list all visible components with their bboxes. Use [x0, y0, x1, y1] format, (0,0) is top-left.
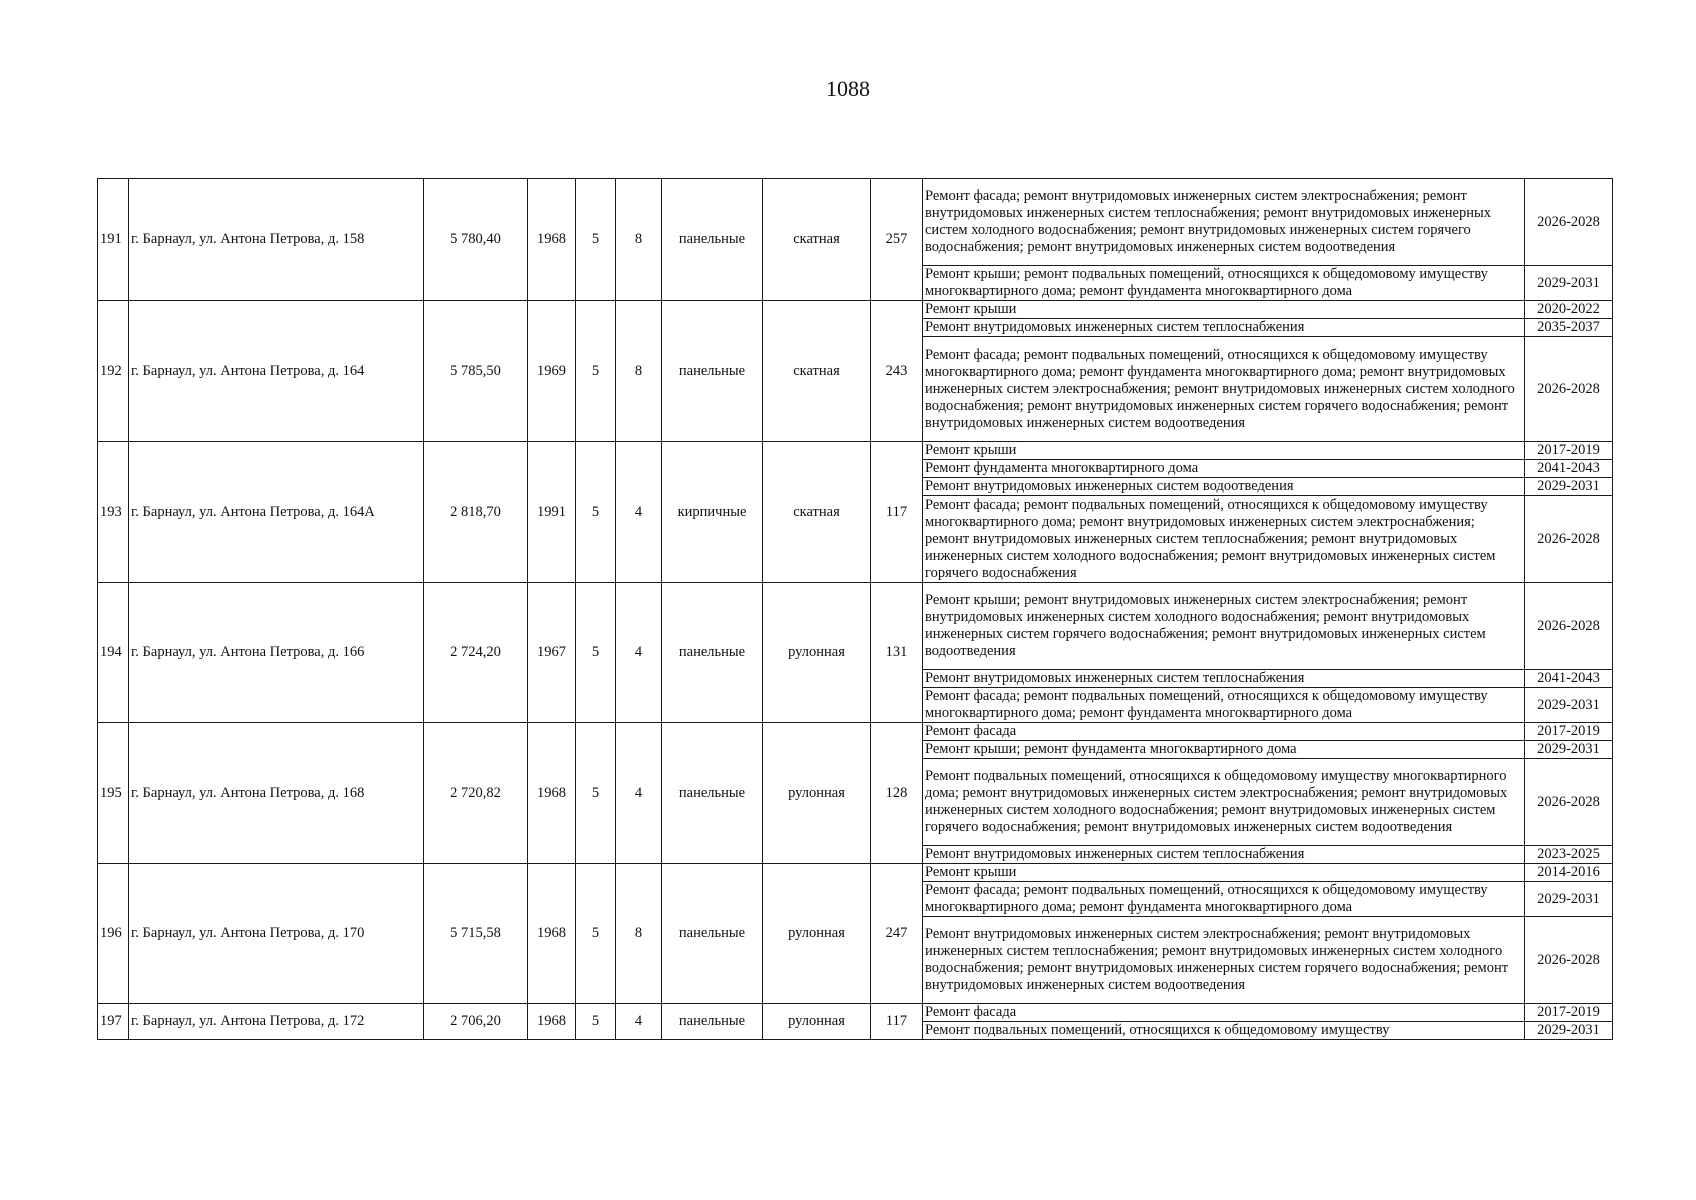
- work-cell: Ремонт крыши: [923, 301, 1525, 319]
- residents-cell: 243: [871, 301, 923, 442]
- area-cell: 2 720,82: [424, 723, 528, 864]
- period-cell: 2014-2016: [1525, 864, 1613, 882]
- address-cell: г. Барнаул, ул. Антона Петрова, д. 166: [129, 583, 424, 723]
- work-cell: Ремонт фундамента многоквартирного дома: [923, 460, 1525, 478]
- page-number: 1088: [826, 76, 870, 101]
- entrances-cell: 4: [616, 1004, 662, 1040]
- row-number: 195: [98, 723, 129, 864]
- period-cell: 2026-2028: [1525, 496, 1613, 583]
- repair-schedule-table: [97, 178, 1613, 1040]
- area-cell: 2 706,20: [424, 1004, 528, 1040]
- roof-cell: скатная: [763, 179, 871, 301]
- entrances-cell: 4: [616, 723, 662, 864]
- roof-cell: скатная: [763, 442, 871, 583]
- work-cell: Ремонт подвальных помещений, относящихся к общедомовому имуществу: [923, 1022, 1525, 1040]
- work-cell: Ремонт внутридомовых инженерных систем водоотведения: [923, 478, 1525, 496]
- period-cell: 2029-2031: [1525, 478, 1613, 496]
- row-number: 192: [98, 301, 129, 442]
- table-body: [98, 179, 1613, 1040]
- row-number: 197: [98, 1004, 129, 1040]
- table-row: [98, 1004, 1613, 1022]
- roof-cell: рулонная: [763, 1004, 871, 1040]
- work-cell: Ремонт внутридомовых инженерных систем теплоснабжения: [923, 846, 1525, 864]
- period-cell: 2017-2019: [1525, 442, 1613, 460]
- entrances-cell: 8: [616, 301, 662, 442]
- period-cell: 2026-2028: [1525, 179, 1613, 266]
- roof-cell: скатная: [763, 301, 871, 442]
- work-cell: Ремонт фасада; ремонт подвальных помещений, относящихся к общедомовому имуществу многоквартирного дома; ремонт фундамента многоквартирного дома: [923, 688, 1525, 723]
- work-cell: Ремонт фасада; ремонт подвальных помещений, относящихся к общедомовому имуществу многоквартирного дома; ремонт фундамента многоквартирного дома; ремонт внутридомовых инженерных систем электроснабжения; ремонт внутридомовых инженерных систем холодного водоснабжения; ремонт внутридомовых инженерных систем горячего водоснабжения; ремонт внутридомовых инженерных систем водоотведения: [923, 337, 1525, 442]
- entrances-cell: 4: [616, 583, 662, 723]
- period-cell: 2029-2031: [1525, 688, 1613, 723]
- walls-cell: панельные: [662, 179, 763, 301]
- work-cell: Ремонт фасада; ремонт подвальных помещений, относящихся к общедомовому имуществу многоквартирного дома; ремонт внутридомовых инженерных систем электроснабжения; ремонт внутридомовых инженерных систем теплоснабжения; ремонт внутридомовых инженерных систем холодного водоснабжения; ремонт внутридомовых инженерных систем горячего водоснабжения: [923, 496, 1525, 583]
- walls-cell: панельные: [662, 723, 763, 864]
- address-cell: г. Барнаул, ул. Антона Петрова, д. 164: [129, 301, 424, 442]
- area-cell: 5 780,40: [424, 179, 528, 301]
- walls-cell: панельные: [662, 301, 763, 442]
- table-row: [98, 179, 1613, 266]
- row-number: 194: [98, 583, 129, 723]
- year-cell: 1968: [528, 179, 576, 301]
- period-cell: 2017-2019: [1525, 723, 1613, 741]
- work-cell: Ремонт внутридомовых инженерных систем электроснабжения; ремонт внутридомовых инженерных систем теплоснабжения; ремонт внутридомовых инженерных систем холодного водоснабжения; ремонт внутридомовых инженерных систем горячего водоснабжения; ремонт внутридомовых инженерных систем водоотведения: [923, 917, 1525, 1004]
- period-cell: 2026-2028: [1525, 759, 1613, 846]
- table-row: [98, 864, 1613, 882]
- row-number: 196: [98, 864, 129, 1004]
- walls-cell: панельные: [662, 864, 763, 1004]
- work-cell: Ремонт крыши; ремонт фундамента многоквартирного дома: [923, 741, 1525, 759]
- roof-cell: рулонная: [763, 583, 871, 723]
- year-cell: 1969: [528, 301, 576, 442]
- floors-cell: 5: [576, 583, 616, 723]
- area-cell: 5 785,50: [424, 301, 528, 442]
- period-cell: 2026-2028: [1525, 583, 1613, 670]
- row-number: 193: [98, 442, 129, 583]
- address-cell: г. Барнаул, ул. Антона Петрова, д. 170: [129, 864, 424, 1004]
- period-cell: 2017-2019: [1525, 1004, 1613, 1022]
- residents-cell: 117: [871, 442, 923, 583]
- entrances-cell: 4: [616, 442, 662, 583]
- period-cell: 2020-2022: [1525, 301, 1613, 319]
- period-cell: 2023-2025: [1525, 846, 1613, 864]
- work-cell: Ремонт фасада: [923, 1004, 1525, 1022]
- residents-cell: 128: [871, 723, 923, 864]
- year-cell: 1991: [528, 442, 576, 583]
- work-cell: Ремонт крыши: [923, 864, 1525, 882]
- roof-cell: рулонная: [763, 723, 871, 864]
- row-number: 191: [98, 179, 129, 301]
- work-cell: Ремонт фасада: [923, 723, 1525, 741]
- year-cell: 1967: [528, 583, 576, 723]
- walls-cell: панельные: [662, 583, 763, 723]
- residents-cell: 247: [871, 864, 923, 1004]
- floors-cell: 5: [576, 179, 616, 301]
- area-cell: 2 818,70: [424, 442, 528, 583]
- period-cell: 2029-2031: [1525, 266, 1613, 301]
- floors-cell: 5: [576, 442, 616, 583]
- entrances-cell: 8: [616, 179, 662, 301]
- period-cell: 2029-2031: [1525, 882, 1613, 917]
- address-cell: г. Барнаул, ул. Антона Петрова, д. 164А: [129, 442, 424, 583]
- table-row: [98, 723, 1613, 741]
- work-cell: Ремонт крыши: [923, 442, 1525, 460]
- address-cell: г. Барнаул, ул. Антона Петрова, д. 158: [129, 179, 424, 301]
- period-cell: 2026-2028: [1525, 337, 1613, 442]
- floors-cell: 5: [576, 864, 616, 1004]
- period-cell: 2035-2037: [1525, 319, 1613, 337]
- table-row: [98, 301, 1613, 319]
- residents-cell: 131: [871, 583, 923, 723]
- address-cell: г. Барнаул, ул. Антона Петрова, д. 172: [129, 1004, 424, 1040]
- walls-cell: панельные: [662, 1004, 763, 1040]
- period-cell: 2041-2043: [1525, 460, 1613, 478]
- work-cell: Ремонт фасада; ремонт внутридомовых инженерных систем электроснабжения; ремонт внутридомовых инженерных систем теплоснабжения; ремонт внутридомовых инженерных систем холодного водоснабжения; ремонт внутридомовых инженерных систем горячего водоснабжения; ремонт внутридомовых инженерных систем водоотведения: [923, 179, 1525, 266]
- address-cell: г. Барнаул, ул. Антона Петрова, д. 168: [129, 723, 424, 864]
- period-cell: 2029-2031: [1525, 741, 1613, 759]
- floors-cell: 5: [576, 723, 616, 864]
- work-cell: Ремонт крыши; ремонт внутридомовых инженерных систем электроснабжения; ремонт внутридомовых инженерных систем холодного водоснабжения; ремонт внутридомовых инженерных систем горячего водоснабжения; ремонт внутридомовых инженерных систем водоотведения: [923, 583, 1525, 670]
- period-cell: 2026-2028: [1525, 917, 1613, 1004]
- roof-cell: рулонная: [763, 864, 871, 1004]
- residents-cell: 117: [871, 1004, 923, 1040]
- entrances-cell: 8: [616, 864, 662, 1004]
- year-cell: 1968: [528, 723, 576, 864]
- area-cell: 2 724,20: [424, 583, 528, 723]
- residents-cell: 257: [871, 179, 923, 301]
- period-cell: 2029-2031: [1525, 1022, 1613, 1040]
- year-cell: 1968: [528, 864, 576, 1004]
- work-cell: Ремонт внутридомовых инженерных систем теплоснабжения: [923, 319, 1525, 337]
- work-cell: Ремонт крыши; ремонт подвальных помещений, относящихся к общедомовому имуществу многоквартирного дома; ремонт фундамента многоквартирного дома: [923, 266, 1525, 301]
- floors-cell: 5: [576, 301, 616, 442]
- work-cell: Ремонт внутридомовых инженерных систем теплоснабжения: [923, 670, 1525, 688]
- period-cell: 2041-2043: [1525, 670, 1613, 688]
- work-cell: Ремонт фасада; ремонт подвальных помещений, относящихся к общедомовому имуществу многоквартирного дома; ремонт фундамента многоквартирного дома: [923, 882, 1525, 917]
- area-cell: 5 715,58: [424, 864, 528, 1004]
- table-row: [98, 583, 1613, 670]
- table-row: [98, 442, 1613, 460]
- walls-cell: кирпичные: [662, 442, 763, 583]
- year-cell: 1968: [528, 1004, 576, 1040]
- work-cell: Ремонт подвальных помещений, относящихся к общедомовому имуществу многоквартирного дома; ремонт внутридомовых инженерных систем электроснабжения; ремонт внутридомовых инженерных систем холодного водоснабжения; ремонт внутридомовых инженерных систем горячего водоснабжения; ремонт внутридомовых инженерных систем водоотведения: [923, 759, 1525, 846]
- floors-cell: 5: [576, 1004, 616, 1040]
